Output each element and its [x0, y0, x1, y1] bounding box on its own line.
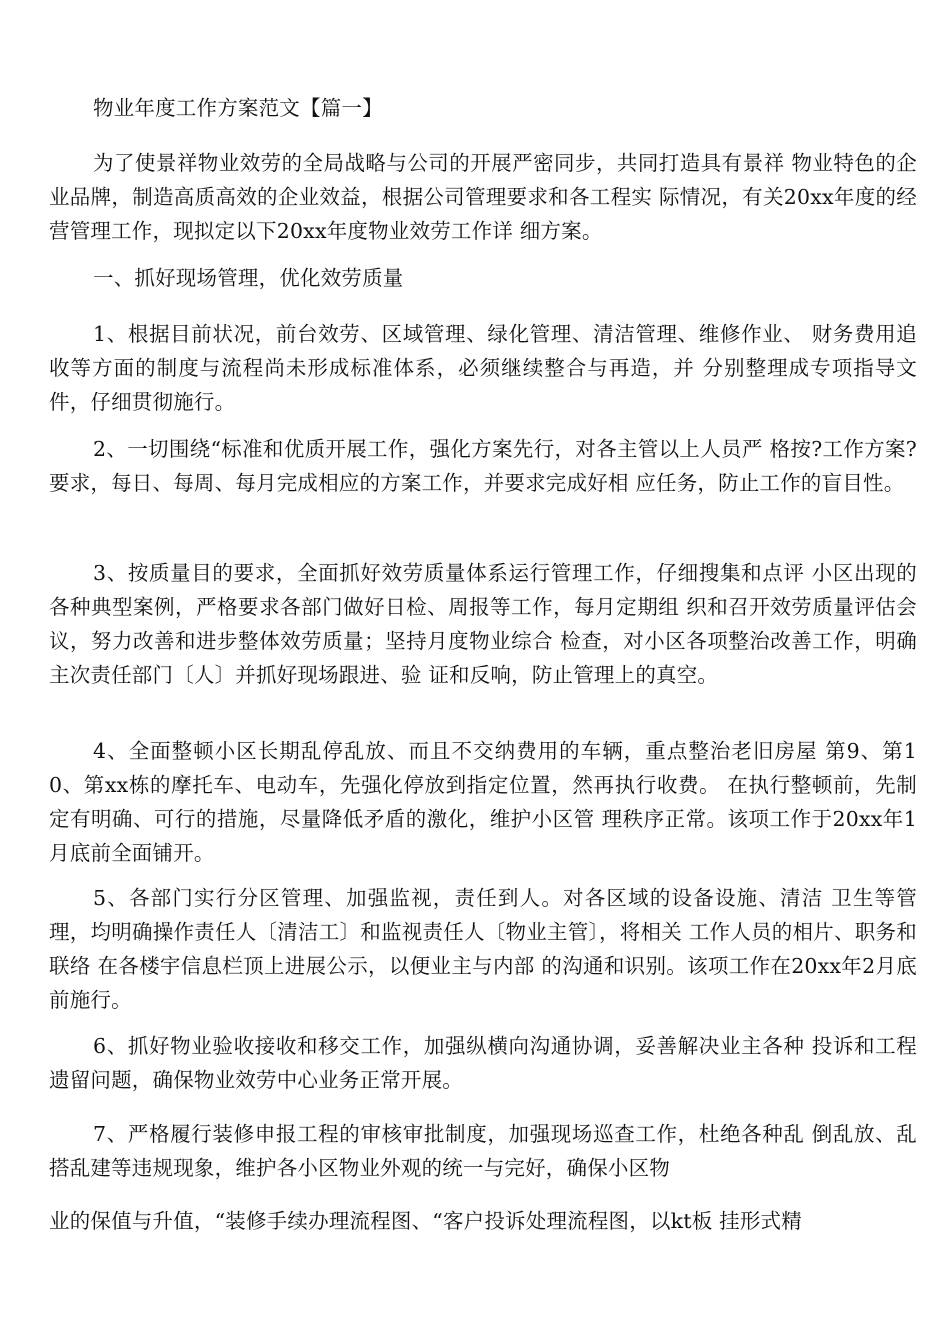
section-heading: 一、抓好现场管理，优化效劳质量 — [93, 266, 404, 290]
item-paragraph-7: 7、严格履行装修申报工程的审核审批制度，加强现场巡查工作，杜绝各种乱 倒乱放、乱搭乱建等违规现象，维护各小区物业外观的统一与完好，确保小区物 — [49, 1122, 917, 1180]
continuation-paragraph: 业的保值与升值，“装修手续办理流程图、“客户投诉处理流程图，以kt板 挂形式精 — [49, 1209, 802, 1233]
intro-paragraph: 为了使景祥物业效劳的全局战略与公司的开展严密同步，共同打造具有景祥 物业特色的企业品牌，制造高质高效的企业效益，根据公司管理要求和各工程实 际情况，有关20xx年度的经营管理工作，现拟定以下20xx年度物业效劳工作详 细方案。 — [49, 151, 917, 243]
item-paragraph-3: 3、按质量目的要求，全面抓好效劳质量体系运行管理工作，仔细搜集和点评 小区出现的各种典型案例，严格要求各部门做好日检、周报等工作，每月定期组 织和召开效劳质量评估会议，努力改善和进步整体效劳质量；坚持月度物业综合 检查，对小区各项整治改善工作，明确主次责任部门〔人〕并抓好现场跟进、验 证和反响，防止管理上的真空。 — [49, 561, 917, 687]
item-paragraph-5: 5、各部门实行分区管理、加强监视，责任到人。对各区域的设备设施、清洁 卫生等管理，均明确操作责任人〔清洁工〕和监视责任人〔物业主管〕，将相关 工作人员的相片、职务和联络 在各楼宇信息栏顶上进展公示，以便业主与内部 的沟通和识别。该项工作在20xx年2月底前施行。 — [49, 886, 917, 1012]
item-paragraph-1: 1、根据目前状况，前台效劳、区域管理、绿化管理、清洁管理、维修作业、 财务费用追收等方面的制度与流程尚未形成标准体系，必须继续整合与再造，并 分别整理成专项指导文件，仔细贯彻施行。 — [49, 322, 917, 414]
document-title: 物业年度工作方案范文【篇一】 — [93, 96, 383, 120]
item-paragraph-6: 6、抓好物业验收接收和移交工作，加强纵横向沟通协调，妥善解决业主各种 投诉和工程遗留问题，确保物业效劳中心业务正常开展。 — [49, 1034, 917, 1092]
item-paragraph-2: 2、一切围绕“标准和优质开展工作，强化方案先行，对各主管以上人员严 格按?工作方案?要求，每日、每周、每月完成相应的方案工作，并要求完成好相 应任务，防止工作的盲目性。 — [49, 437, 917, 495]
item-paragraph-4: 4、全面整顿小区长期乱停乱放、而且不交纳费用的车辆，重点整治老旧房屋 第9、第10、第xx栋的摩托车、电动车，先强化停放到指定位置，然再执行收费。 在执行整顿前，先制定有明确、可行的措施，尽量降低矛盾的激化，维护小区管 理秩序正常。该项工作于20xx年1月底前全面铺开。 — [49, 739, 917, 865]
